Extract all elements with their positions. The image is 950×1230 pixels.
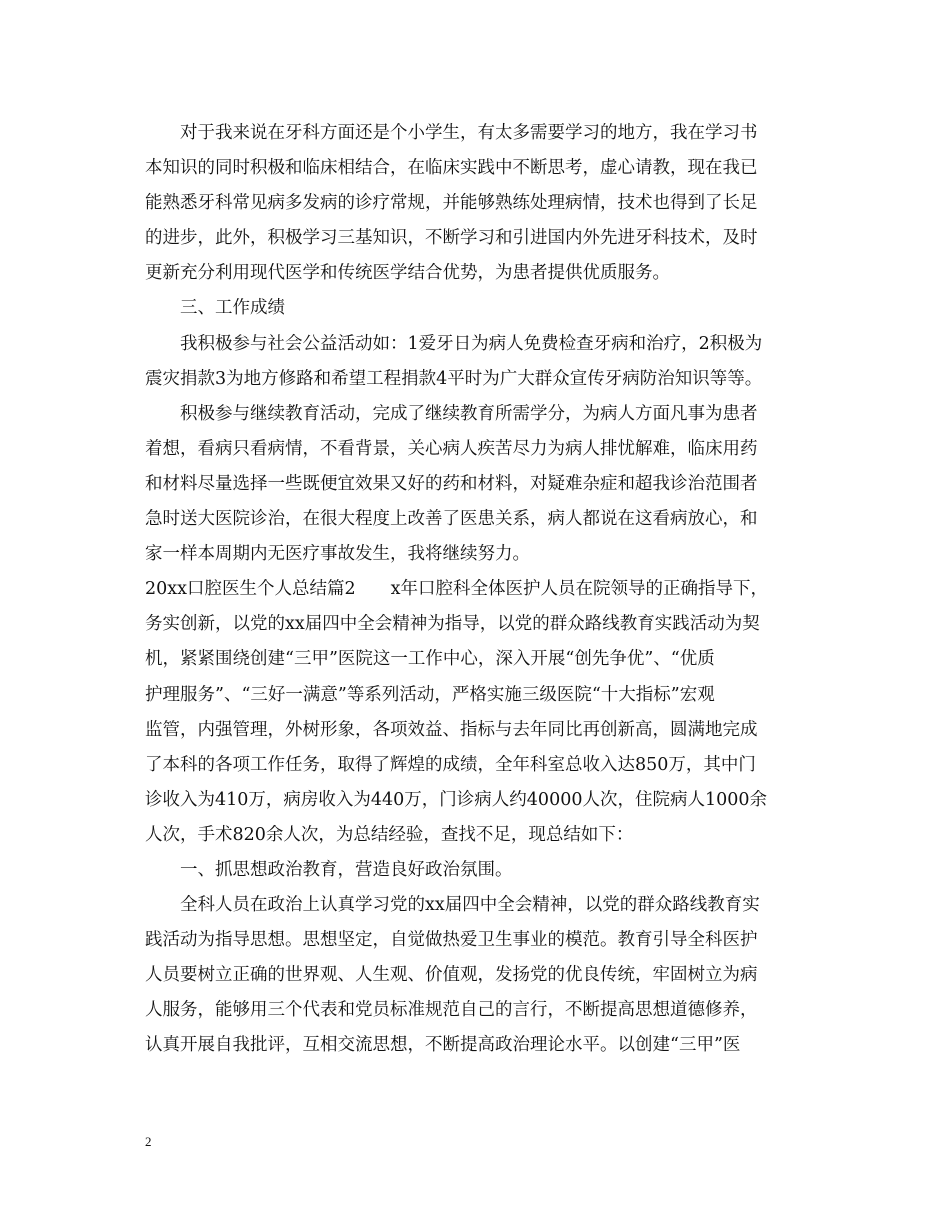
text-line: 了本科的各项工作任务，取得了辉煌的成绩，全年科室总收入达850万，其中门 [145,754,756,775]
text-line: 人员要树立正确的世界观、人生观、价值观，发扬党的优良传统，牢固树立为病 [145,965,758,986]
text-line: 的进步，此外，积极学习三基知识，不断学习和引进国内外先进牙科技术，及时 [145,228,758,249]
text-line: 着想，看病只看病情，不看背景，关心病人疾苦尽力为病人排忧解难，临床用药 [145,438,758,459]
text-line: 积极参与继续教育活动，完成了继续教育所需学分，为病人方面凡事为患者 [180,403,758,424]
text-line: 机，紧紧围绕创建“三甲”医院这一工作中心，深入开展“创先争优”、“优质 [145,649,715,670]
text-line: 认真开展自我批评，互相交流思想，不断提高政治理论水平。以创建“三甲”医 [145,1035,741,1056]
text-line: 监管，内强管理，外树形象，各项效益、指标与去年同比再创新高，圆满地完成 [145,719,758,740]
text-line: 全科人员在政治上认真学习党的xx届四中全会精神，以党的群众路线教育实 [180,895,760,916]
text-line: 一、抓思想政治教育，营造良好政治氛围。 [180,859,513,880]
text-line: 对于我来说在牙科方面还是个小学生，有太多需要学习的地方，我在学习书 [180,123,758,143]
text-line: 本知识的同时积极和临床相结合，在临床实践中不断思考，虚心请教，现在我已 [145,158,758,179]
body-text [145,116,805,1064]
text-line: 能熟悉牙科常见病多发病的诊疗常规，并能够熟练处理病情，技术也得到了长足 [145,193,758,214]
text-line: 和材料尽量选择一些既便宜效果又好的药和材料，对疑难杂症和超我诊治范围者 [145,473,758,494]
text-line: 护理服务”、“三好一满意”等系列活动，严格实施三级医院“十大指标”宏观 [145,684,715,705]
text-line: 震灾捐款3为地方修路和希望工程捐款4平时为广大群众宣传牙病防治知识等等。 [145,368,763,389]
text-line: 诊收入为410万，病房收入为440万，门诊病人约40000人次，住院病人1000余 [145,789,768,810]
text-line: 急时送大医院诊治，在很大程度上改善了医患关系，病人都说在这看病放心，和 [145,509,758,530]
text-line: 践活动为指导思想。思想坚定，自觉做热爱卫生事业的模范。教育引导全科医护 [145,930,758,951]
page-number: 2 [145,1134,152,1149]
text-line: 更新充分利用现代医学和传统医学结合优势，为患者提供优质服务。 [145,263,670,284]
text-line: 人服务，能够用三个代表和党员标准规范自己的言行，不断提高思想道德修养， [145,1000,758,1021]
text-line: 20xx口腔医生个人总结篇2 x年口腔科全体医护人员在院领导的正确指导下， [145,579,769,600]
text-line: 务实创新，以党的xx届四中全会精神为指导，以党的群众路线教育实践活动为契 [145,614,760,635]
text-line: 我积极参与社会公益活动如：1爱牙日为病人免费检查牙病和治疗，2积极为 [180,333,763,354]
text-line: 人次，手术820余人次，为总结经验，查找不足，现总结如下： [145,824,634,845]
text-line: 家一样本周期内无医疗事故发生，我将继续努力。 [145,544,530,565]
text-line: 三、工作成绩 [180,298,285,319]
